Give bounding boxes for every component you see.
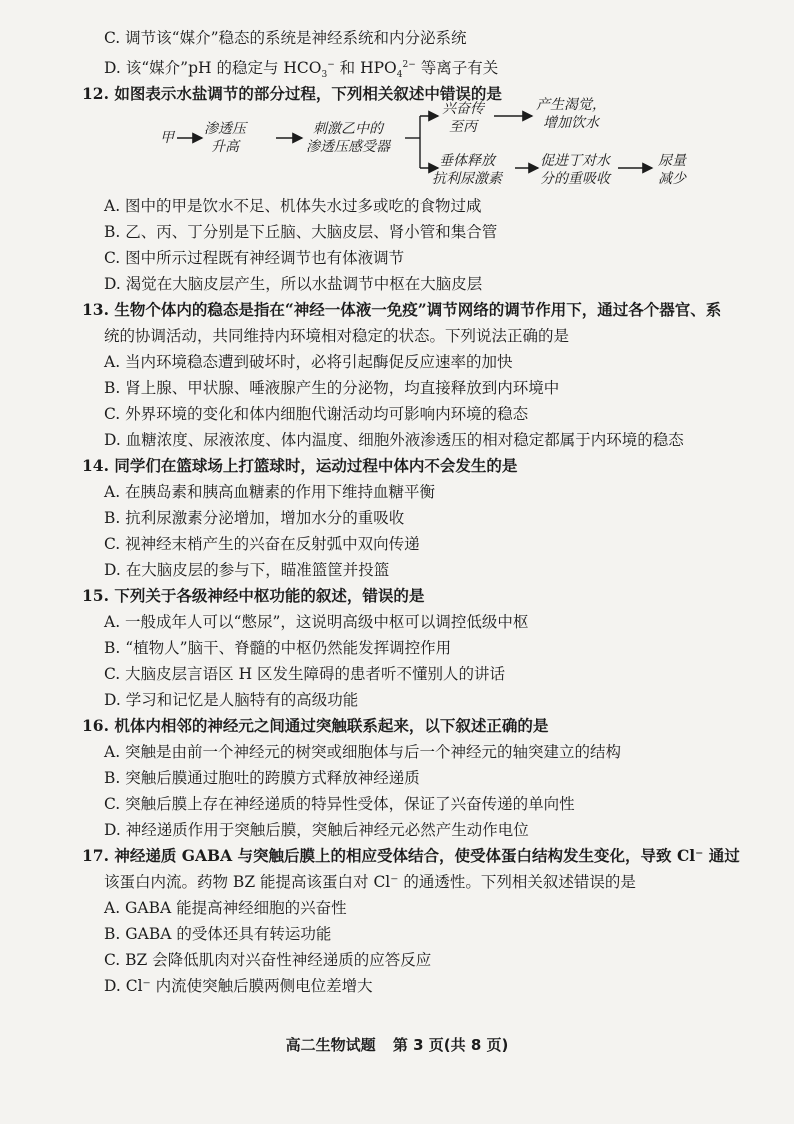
q12-option-d: D. 渴觉在大脑皮层产生，所以水盐调节中枢在大脑皮层 (104, 275, 483, 293)
q17-option-c: C. BZ 会降低肌肉对兴奋性神经递质的应答反应 (104, 951, 432, 969)
node-reabsorption: 促进丁对水 分的重吸收 (540, 153, 610, 187)
q17-stem-line1: 17. 神经递质 GABA 与突触后膜上的相应受体结合，使受体蛋白结构发生变化，导致 Cl⁻ 通过 (82, 846, 740, 865)
q12-stem: 12. 如图表示水盐调节的部分过程，下列相关叙述中错误的是 (82, 84, 502, 103)
q16-option-a: A. 突触是由前一个神经元的树突或细胞体与后一个神经元的轴突建立的结构 (104, 743, 622, 761)
node-osmotic-rise: 渗透压 升高 (204, 121, 246, 155)
node-jia: 甲 (160, 130, 174, 146)
q13-option-d: D. 血糖浓度、尿液浓度、体内温度、细胞外液渗透压的相对稳定都属于内环境的稳态 (104, 431, 684, 449)
q17-option-d: D. Cl⁻ 内流使突触后膜两侧电位差增大 (104, 977, 373, 995)
q14-option-a: A. 在胰岛素和胰高血糖素的作用下维持血糖平衡 (104, 483, 436, 501)
q15-option-d: D. 学习和记忆是人脑特有的高级功能 (104, 691, 359, 709)
q15-option-a: A. 一般成年人可以“憋尿”，这说明高级中枢可以调控低级中枢 (104, 613, 529, 631)
water-salt-regulation-diagram (160, 97, 720, 192)
node-adh-release: 垂体释放 抗利尿激素 (432, 153, 502, 187)
q16-option-d: D. 神经递质作用于突触后膜，突触后神经元必然产生动作电位 (104, 821, 529, 839)
q16-option-b: B. 突触后膜通过胞吐的跨膜方式释放神经递质 (104, 769, 420, 787)
q14-option-c: C. 视神经末梢产生的兴奋在反射弧中双向传递 (104, 535, 420, 553)
q15-option-c: C. 大脑皮层言语区 H 区发生障碍的患者听不懂别人的讲话 (104, 665, 506, 683)
q13-stem-line1: 13. 生物个体内的稳态是指在“神经一体液一免疫”调节网络的调节作用下，通过各个器官、系 (82, 300, 722, 319)
node-urine-decrease: 尿量 减少 (658, 153, 686, 187)
q17-option-a: A. GABA 能提高神经细胞的兴奋性 (104, 899, 347, 917)
q13-option-b: B. 肾上腺、甲状腺、唾液腺产生的分泌物，均直接释放到内环境中 (104, 379, 560, 397)
q16-option-c: C. 突触后膜上存在神经递质的特异性受体，保证了兴奋传递的单向性 (104, 795, 575, 813)
q14-option-b: B. 抗利尿激素分泌增加，增加水分的重吸收 (104, 509, 405, 527)
node-osmoreceptor: 刺激乙中的 渗透压感受器 (306, 121, 390, 155)
q13-option-a: A. 当内环境稳态遭到破坏时，必将引起酶促反应速率的加快 (104, 353, 513, 371)
footer-page-number: 第 3 页(共 8 页) (392, 1036, 509, 1054)
q16-stem: 16. 机体内相邻的神经元之间通过突触联系起来，以下叙述正确的是 (82, 716, 549, 735)
q12-option-b: B. 乙、丙、丁分别是下丘脑、大脑皮层、肾小管和集合管 (104, 223, 498, 241)
q15-option-b: B. “植物人”脑干、脊髓的中枢仍然能发挥调控作用 (104, 639, 452, 657)
page-footer (0, 1034, 794, 1055)
q15-stem: 15. 下列关于各级神经中枢功能的叙述，错误的是 (82, 586, 425, 605)
q14-option-d: D. 在大脑皮层的参与下，瞄准篮筐并投篮 (104, 561, 390, 579)
q17-stem-line2: 该蛋白内流。药物 BZ 能提高该蛋白对 Cl⁻ 的通透性。下列相关叙述错误的是 (104, 873, 636, 891)
q13-option-c: C. 外界环境的变化和体内细胞代谢活动均可影响内环境的稳态 (104, 405, 529, 423)
node-excite-bing: 兴奋传 至丙 (442, 101, 484, 135)
q13-stem-line2: 统的协调活动，共同维持内环境相对稳定的状态。下列说法正确的是 (104, 327, 570, 345)
q11-option-d: D. 该“媒介”pH 的稳定与 $HCO_3^-$ 和 $HPO_4^{2-}$ 等离子有关 (104, 59, 499, 81)
q17-option-b: B. GABA 的受体还具有转运功能 (104, 925, 332, 943)
q14-stem: 14. 同学们在篮球场上打篮球时，运动过程中体内不会发生的是 (82, 456, 518, 475)
q12-option-c: C. 图中所示过程既有神经调节也有体液调节 (104, 249, 405, 267)
q11-option-c: C. 调节该“媒介”稳态的系统是神经系统和内分泌系统 (104, 29, 467, 47)
node-thirst: 产生渴觉， 增加饮水 (536, 97, 606, 131)
q12-option-a: A. 图中的甲是饮水不足、机体失水过多或吃的食物过咸 (104, 197, 482, 215)
footer-subject: 高二生物试题 (285, 1036, 376, 1054)
